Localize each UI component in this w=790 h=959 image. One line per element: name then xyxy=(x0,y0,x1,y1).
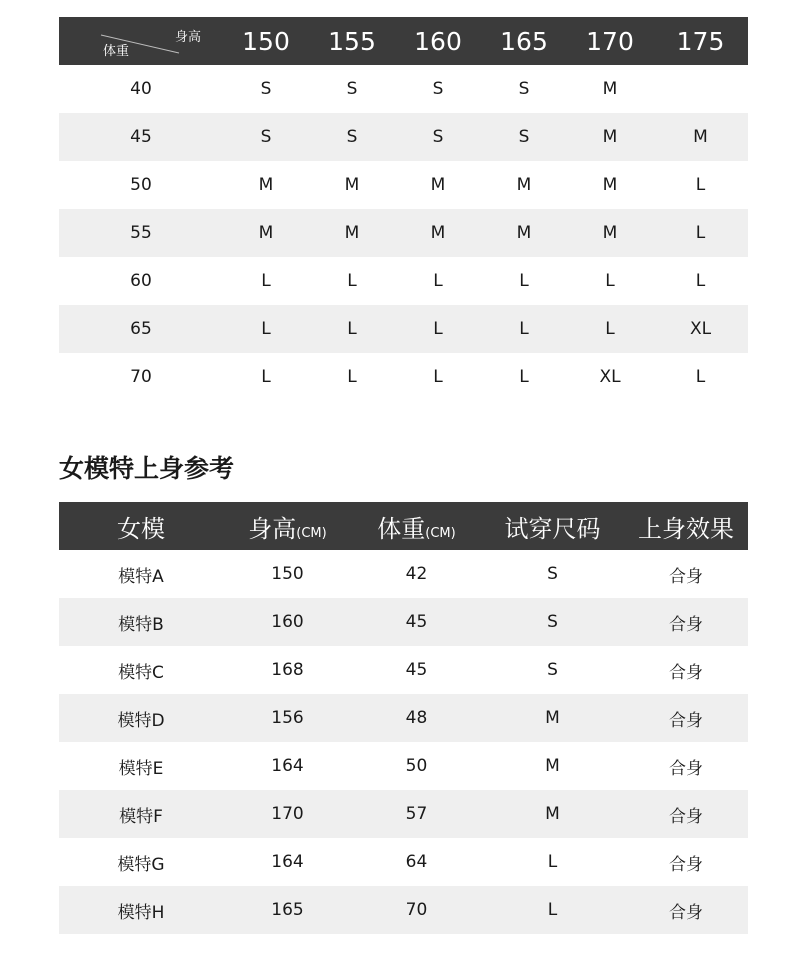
model-fit-cell: 合身 xyxy=(624,598,748,646)
model-height-cell: 164 xyxy=(271,852,304,872)
size-cell: M xyxy=(223,209,309,257)
model-fit-cell: 合身 xyxy=(624,790,748,838)
model-fit-cell: 合身 xyxy=(669,758,703,779)
model-name-cell: 模特G xyxy=(117,854,165,875)
size-cell: S xyxy=(260,79,272,99)
size-chart-header-row xyxy=(59,17,748,65)
unit-label: (CM) xyxy=(425,525,456,541)
model-fit-cell: 合身 xyxy=(669,566,703,587)
model-size-cell: M xyxy=(545,756,560,776)
unit-label: (CM) xyxy=(296,525,327,541)
model-weight-cell: 42 xyxy=(405,564,428,584)
size-cell: L xyxy=(695,367,706,387)
model-height-cell: 156 xyxy=(223,694,352,742)
model-name-cell: 模特C xyxy=(118,662,164,683)
size-cell: L xyxy=(261,271,271,291)
model-row xyxy=(59,886,748,934)
weight-cell: 50 xyxy=(130,175,152,195)
size-cell: S xyxy=(518,79,530,99)
model-height-cell: 160 xyxy=(223,598,352,646)
corner-height-label: 身高 xyxy=(174,30,201,45)
size-cell: L xyxy=(347,271,357,291)
height-cm-header: 身高(CM) xyxy=(223,502,352,550)
model-size-cell: S xyxy=(481,598,624,646)
model-table-body xyxy=(59,550,748,934)
height-header: 150 xyxy=(223,17,309,65)
weight-cell: 60 xyxy=(130,271,152,291)
model-fit-cell: 合身 xyxy=(669,854,703,875)
model-name-cell: 模特A xyxy=(118,566,164,587)
model-weight-cell: 57 xyxy=(352,790,481,838)
model-weight-cell: 45 xyxy=(405,660,428,680)
size-cell: L xyxy=(519,367,529,387)
weight-cell: 40 xyxy=(130,79,152,99)
model-name-cell: 模特E xyxy=(118,758,164,779)
size-cell: S xyxy=(346,79,358,99)
size-cell: L xyxy=(481,305,567,353)
size-cell: L xyxy=(695,271,706,291)
model-size-cell: S xyxy=(547,564,558,584)
size-cell: L xyxy=(223,305,309,353)
height-header: 175 xyxy=(653,17,748,65)
size-chart-row xyxy=(59,209,748,257)
height-header: 155 xyxy=(309,17,395,65)
model-name-cell: 模特D xyxy=(59,694,223,742)
size-cell: S xyxy=(481,113,567,161)
model-row xyxy=(59,790,748,838)
model-fit-cell: 合身 xyxy=(624,886,748,934)
size-cell: M xyxy=(395,209,481,257)
size-cell: L xyxy=(261,367,271,387)
size-cell: M xyxy=(481,209,567,257)
size-chart-row xyxy=(59,161,748,209)
corner-weight-label: 体重 xyxy=(103,44,130,59)
size-cell: L xyxy=(347,367,357,387)
model-header: 女模 xyxy=(59,502,223,550)
size-cell: L xyxy=(519,271,529,291)
model-size-cell: L xyxy=(481,886,624,934)
model-fit-cell: 合身 xyxy=(669,662,703,683)
weight-cell: 55 xyxy=(59,209,223,257)
size-chart-body xyxy=(59,65,748,401)
size-cell: S xyxy=(395,113,481,161)
trial-size-header: 试穿尺码 xyxy=(481,502,624,550)
model-weight-cell: 50 xyxy=(405,756,428,776)
height-header: 165 xyxy=(481,17,567,65)
size-chart-table xyxy=(59,17,748,401)
model-weight-cell: 70 xyxy=(352,886,481,934)
model-name-cell: 模特B xyxy=(59,598,223,646)
size-cell: S xyxy=(223,113,309,161)
size-cell: M xyxy=(653,113,748,161)
model-row xyxy=(59,742,748,790)
size-cell: M xyxy=(344,175,360,195)
model-weight-cell: 45 xyxy=(352,598,481,646)
model-reference-table xyxy=(59,502,748,934)
weight-cell: 45 xyxy=(59,113,223,161)
model-row xyxy=(59,646,748,694)
height-header: 160 xyxy=(395,17,481,65)
size-cell: L xyxy=(395,305,481,353)
size-cell: L xyxy=(433,271,443,291)
size-chart-row xyxy=(59,65,748,113)
size-cell: S xyxy=(432,79,444,99)
size-cell: XL xyxy=(653,305,748,353)
model-height-cell: 164 xyxy=(271,756,304,776)
size-cell: M xyxy=(430,175,446,195)
size-cell: M xyxy=(602,175,618,195)
size-cell: M xyxy=(309,209,395,257)
size-cell: S xyxy=(309,113,395,161)
weight-cell: 70 xyxy=(130,367,152,387)
size-chart-row xyxy=(59,257,748,305)
size-cell xyxy=(653,65,748,113)
size-cell: XL xyxy=(599,367,621,387)
model-weight-cell: 64 xyxy=(405,852,428,872)
size-cell: L xyxy=(653,209,748,257)
model-fit-cell: 合身 xyxy=(624,694,748,742)
model-size-cell: L xyxy=(547,852,558,872)
size-cell: L xyxy=(695,175,706,195)
size-cell: M xyxy=(567,113,653,161)
size-cell: L xyxy=(309,305,395,353)
model-row xyxy=(59,598,748,646)
model-height-cell: 165 xyxy=(223,886,352,934)
model-size-cell: S xyxy=(547,660,558,680)
model-name-cell: 模特H xyxy=(59,886,223,934)
model-size-cell: M xyxy=(481,694,624,742)
weight-cell: 65 xyxy=(59,305,223,353)
model-height-cell: 150 xyxy=(271,564,304,584)
model-row xyxy=(59,694,748,742)
model-table-header-row xyxy=(59,502,748,550)
size-chart-corner-cell xyxy=(59,17,223,65)
size-cell: M xyxy=(258,175,274,195)
model-name-cell: 模特F xyxy=(59,790,223,838)
section-title: 女模特上身参考 xyxy=(59,454,235,483)
model-weight-cell: 48 xyxy=(352,694,481,742)
model-row xyxy=(59,838,748,886)
height-header: 170 xyxy=(567,17,653,65)
size-chart-row xyxy=(59,353,748,401)
size-chart-row xyxy=(59,113,748,161)
model-height-cell: 170 xyxy=(223,790,352,838)
size-cell: M xyxy=(602,79,618,99)
weight-cm-header: 体重(CM) xyxy=(352,502,481,550)
model-row xyxy=(59,550,748,598)
size-cell: M xyxy=(516,175,532,195)
size-cell: L xyxy=(567,305,653,353)
fit-effect-header: 上身效果 xyxy=(624,502,748,550)
size-cell: L xyxy=(605,271,615,291)
model-height-cell: 168 xyxy=(271,660,304,680)
size-cell: M xyxy=(567,209,653,257)
size-chart-row xyxy=(59,305,748,353)
size-cell: L xyxy=(433,367,443,387)
model-size-cell: M xyxy=(481,790,624,838)
